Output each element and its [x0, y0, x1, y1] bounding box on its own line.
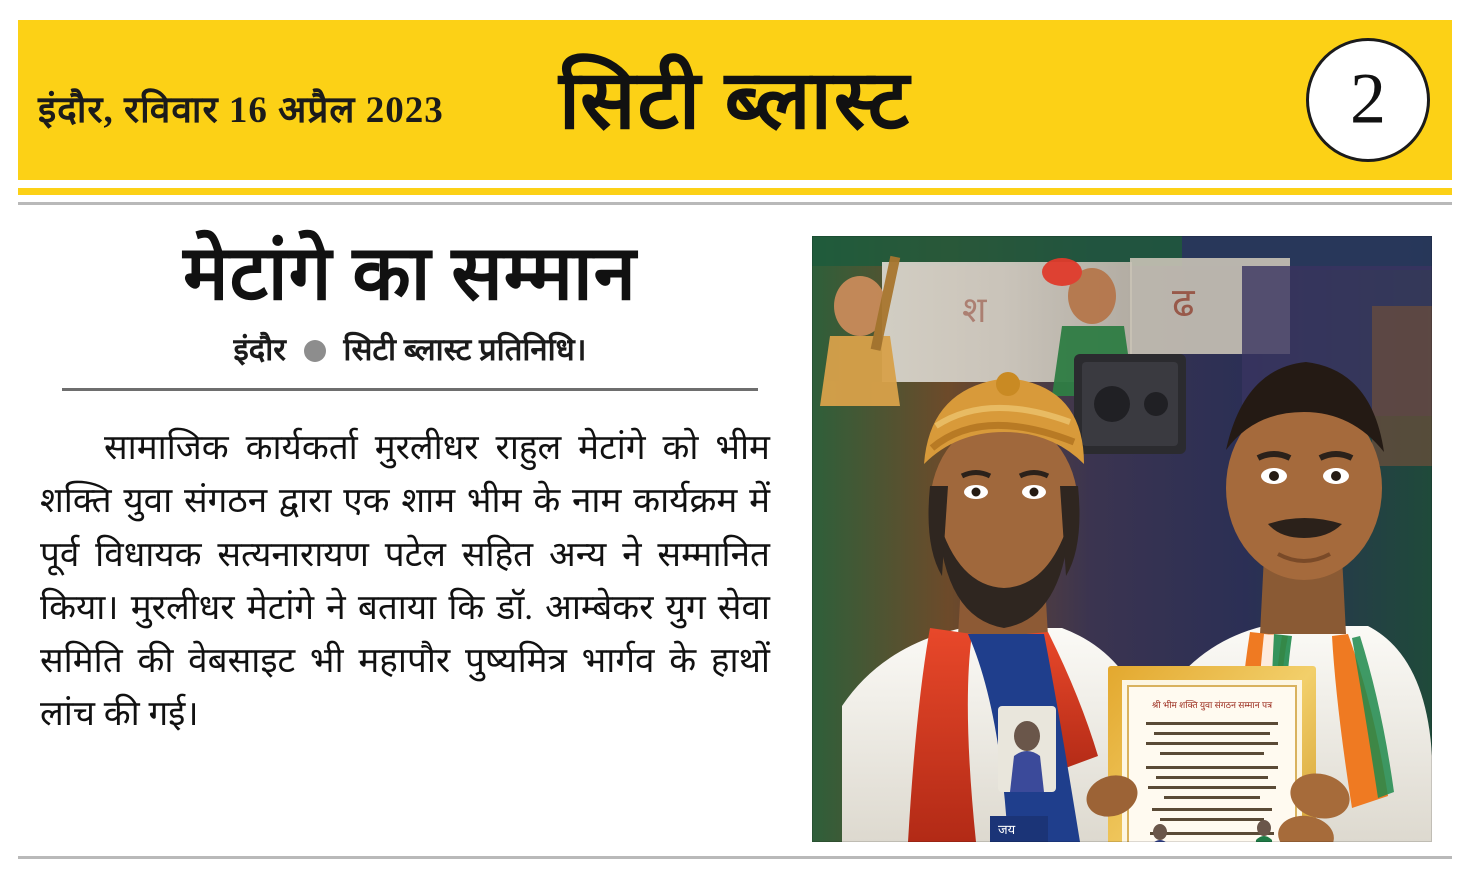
article-column	[40, 232, 780, 775]
masthead-date: इंदौर, रविवार 16 अप्रैल 2023	[38, 90, 444, 131]
svg-text:श्री भीम शक्ति युवा संगठन सम्म: श्री भीम शक्ति युवा संगठन सम्मान पत्र	[1151, 700, 1273, 710]
masthead-rule-gray	[18, 202, 1452, 205]
masthead-paper-name: सिटी ब्लास्ट	[558, 55, 912, 146]
page-number-text: 2	[1350, 58, 1386, 139]
masthead-rule-yellow	[18, 188, 1452, 195]
article-body: सामाजिक कार्यकर्ता मुरलीधर राहुल मेटांगे को भीम शक्ति युवा संगठन द्वारा एक शाम भीम के नाम कार्यक्रम में पूर्व विधायक सत्यनारायण पटेल सहित अन्य ने सम्मानित किया। मुरलीधर मेटांगे ने बताया कि डॉ. आम्बेकर युग सेवा समिति की वेबसाइट भी महापौर पुष्यमित्र भार्गव के हाथों लांच की गई।	[40, 428, 770, 734]
byline-source: सिटी ब्लास्ट प्रतिनिधि।	[343, 332, 587, 368]
page-bottom-divider	[18, 856, 1452, 859]
bullet-icon	[304, 340, 326, 362]
svg-text:ढ: ढ	[1172, 280, 1195, 325]
svg-text:जय: जय	[998, 822, 1016, 837]
byline-divider	[62, 388, 758, 391]
byline	[40, 331, 780, 368]
page-title: मेटांगे का सम्मान	[183, 232, 637, 316]
masthead-bar	[18, 20, 1452, 180]
byline-place: इंदौर	[233, 332, 286, 368]
svg-text:श: श	[962, 290, 987, 330]
article-photo	[812, 236, 1432, 842]
page-number-badge	[1306, 38, 1430, 162]
